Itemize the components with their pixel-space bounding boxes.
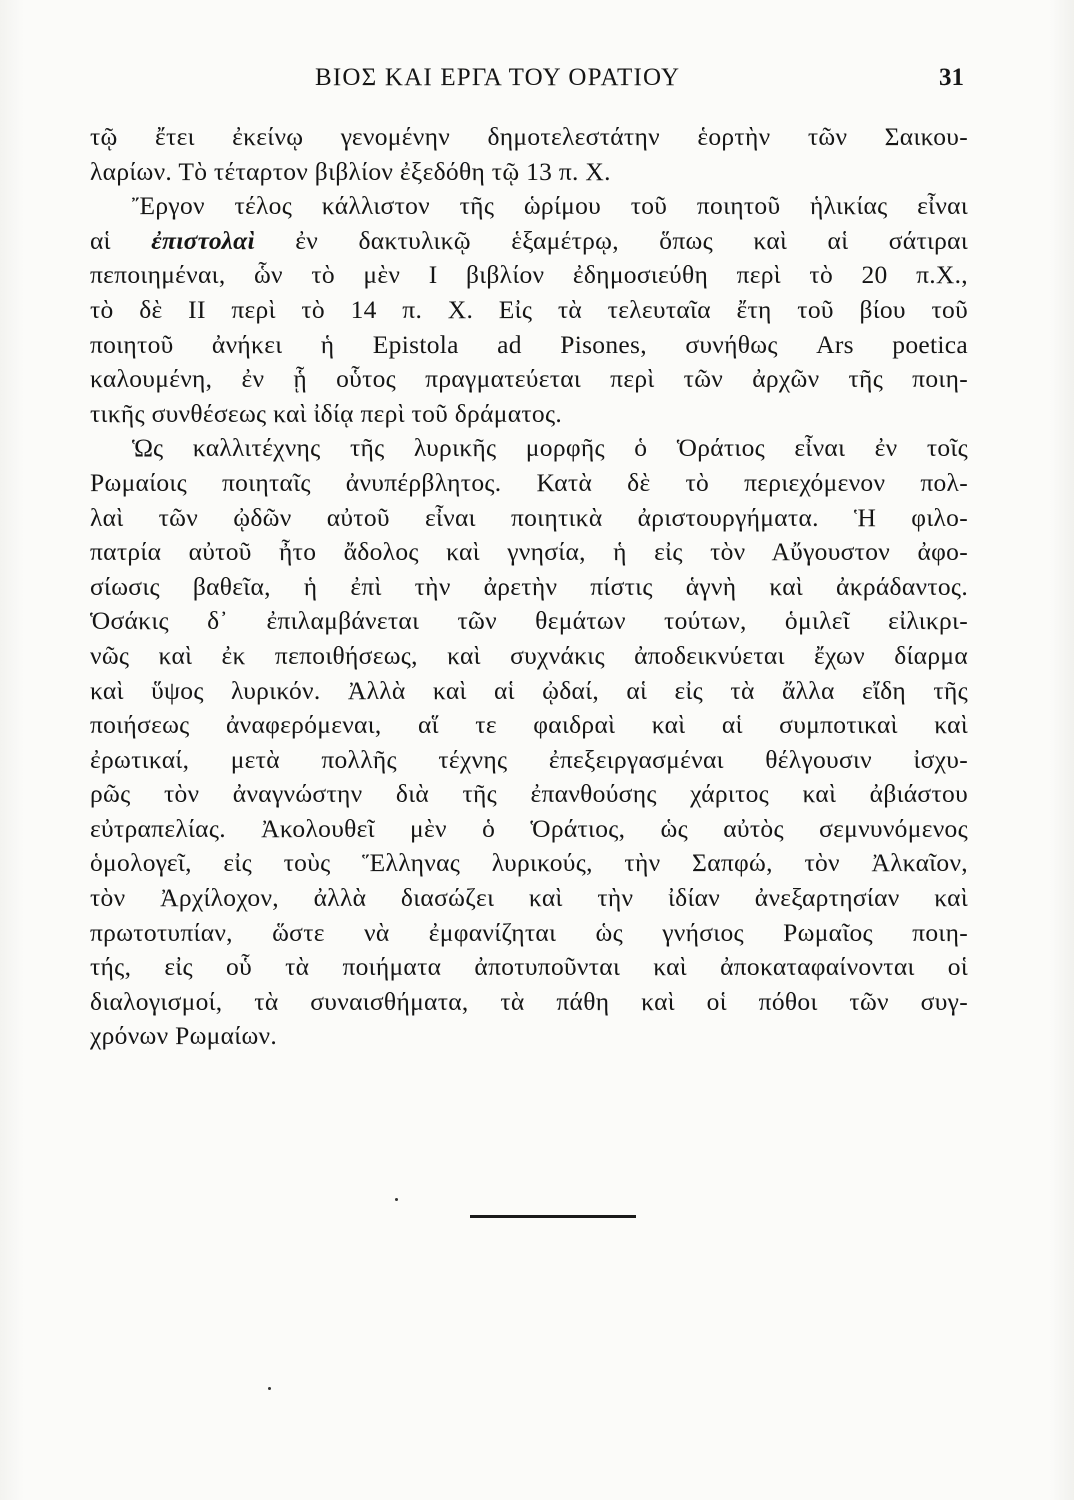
text-line: τής, εἰς οὗ τὰ ποιήματα ἀποτυποῦνται καὶ ἀποκαταφαίνονται οἱ [90,952,968,982]
text-line: διαλογισμοί, τὰ συναισθήματα, τὰ πάθη καὶ οἱ πόθοι τῶν συγ- [90,986,968,1016]
text-line: νῶς καὶ ἐκ πεποιθήσεως, καὶ συχνάκις ἀποδεικνύεται ἔχων δίαρμα [90,640,968,670]
print-speck [395,1198,398,1201]
page-number: 31 [939,64,964,91]
text-line: τὸ δὲ II περὶ τὸ 14 π. Χ. Εἰς τὰ τελευταῖα ἔτη τοῦ βίου τοῦ [90,294,968,324]
text-line: σίωσις βαθεῖα, ἡ ἐπὶ τὴν ἀρετὴν πίστις ἁγνὴ καὶ ἀκράδαντος. [90,571,968,601]
text-line: πρωτοτυπίαν, ὥστε νὰ ἐμφανίζηται ὡς γνήσιος Ρωμαῖος ποιη- [90,917,968,947]
running-title: ΒΙΟΣ ΚΑΙ ΕΡΓΑ ΤΟΥ ΟΡΑΤΙΟΥ [315,64,681,91]
emphasized-term: ἐπιστολαὶ [151,225,255,255]
text-line: χρόνων Ρωμαίων. [90,1021,278,1051]
text-line: ἐρωτικαί, μετὰ πολλῆς τέχνης ἐπεξειργασμέναι θέλγουσιν ἰσχυ- [90,744,968,774]
page-header [90,64,970,104]
text-line: τῷ ἔτει ἐκείνῳ γενομένην δημοτελεστάτην ἑορτὴν τῶν Σαικου- [90,122,968,151]
text-line: πατρία αὐτοῦ ἦτο ἄδολος καὶ γνησία, ἡ εἰς τὸν Αὔγουστον ἀφο- [90,537,968,567]
text-line: λαρίων. Τὸ τέταρτον βιβλίον ἐξεδόθη τῷ 13 π. Χ. [90,156,611,186]
print-speck [268,1387,271,1390]
text-line: καλουμένη, ἐν ᾗ οὗτος πραγματεύεται περὶ τῶν ἀρχῶν τῆς ποιη- [90,364,968,394]
text-segment: ἐν δακτυλικῷ ἑξαμέτρῳ, ὅπως καὶ αἱ σάτιραι [254,225,968,255]
text-segment: αἱ [90,225,152,255]
text-line: ρῶς τὸν ἀναγνώστην διὰ τῆς ἐπανθούσης χάριτος καὶ ἀβιάστου [90,779,968,809]
text-line: καὶ ὕψος λυρικόν. Ἀλλὰ καὶ αἱ ᾠδαί, αἱ εἰς τὰ ἄλλα εἴδη τῆς [90,675,968,705]
body-text [90,120,968,1090]
text-line: ὁμολογεῖ, εἰς τοὺς Ἕλληνας λυρικούς, τὴν Σαπφώ, τὸν Ἀλκαῖον, [90,848,968,878]
text-line: εὐτραπελίας. Ἀκολουθεῖ μὲν ὁ Ὁράτιος, ὡς αὐτὸς σεμνυνόμενος [90,813,968,843]
text-line: Ρωμαίοις ποιηταῖς ἀνυπέρβλητος. Κατὰ δὲ τὸ περιεχόμενον πολ- [90,467,968,497]
text-line: λαὶ τῶν ᾠδῶν αὐτοῦ εἶναι ποιητικὰ ἀριστουργήματα. Ἡ φιλο- [90,502,968,532]
text-line: πεποιημέναι, ὧν τὸ μὲν I βιβλίον ἐδημοσιεύθη περὶ τὸ 20 π.Χ., [90,260,968,290]
text-line: Ὁσάκις δ᾽ ἐπιλαμβάνεται τῶν θεμάτων τούτων, ὁμιλεῖ εἰλικρι- [90,606,968,636]
text-line: τὸν Ἀρχίλοχον, ἀλλὰ διασώζει καὶ τὴν ἰδίαν ἀνεξαρτησίαν καὶ [90,883,968,913]
text-line: Ἔργον τέλος κάλλιστον τῆς ὡρίμου τοῦ ποιητοῦ ἡλικίας εἶναι [132,191,968,221]
section-end-rule [470,1215,636,1218]
text-line-with-emphasis [90,224,968,259]
text-line: ποιήσεως ἀναφερόμεναι, αἵ τε φαιδραὶ καὶ αἱ συμποτικαὶ καὶ [90,710,968,740]
text-line: Ὡς καλλιτέχνης τῆς λυρικῆς μορφῆς ὁ Ὁράτιος εἶναι ἐν τοῖς [132,433,968,463]
text-line: τικῆς συνθέσεως καὶ ἰδίᾳ περὶ τοῦ δράματος. [90,398,563,428]
text-line: ποιητοῦ ἀνήκει ἡ Epistola ad Pisones, συνήθως Ars poetica [90,329,968,359]
